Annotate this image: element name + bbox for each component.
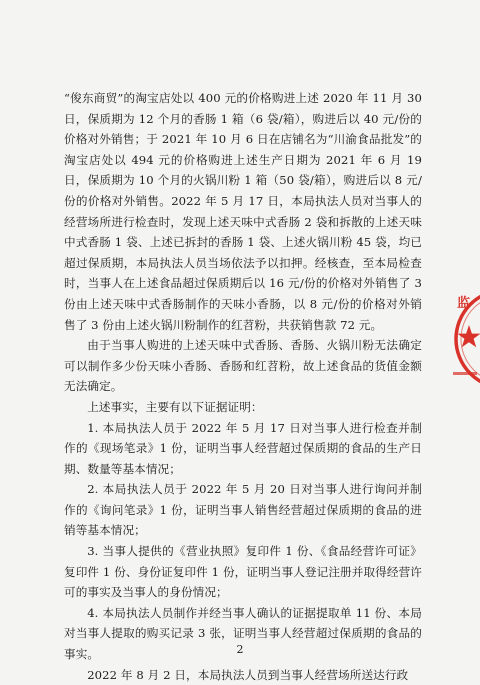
document-body — [64, 88, 422, 685]
page-number: 2 — [236, 643, 244, 656]
paragraph-evidence-2: 2. 本局执法人员于 2022 年 5 月 20 日对当事人进行询问并制作的《询问笔录》1 份，证明当事人销售经营超过保质期的食品的进销等基本情况； — [64, 482, 422, 538]
official-seal-stamp — [449, 288, 480, 390]
paragraph-evidence-1: 1. 本局执法人员于 2022 年 5 月 17 日对当事人进行检查并制作的《现场笔录》1 份，证明当事人经营超过保质期的食品的生产日期、数量等基本情况； — [64, 420, 422, 476]
paragraph-evidence-4: 4. 本局执法人员制作并经当事人确认的证据提取单 11 份、本局对当事人提取的购买记录 3 张，证明当事人经营超过保质期的食品的事实。 — [64, 605, 422, 662]
paragraph-delivery: 2022 年 8 月 2 日，本局执法人员到当事人经营场所送达行政 — [87, 667, 409, 682]
seal-text-fragment — [453, 372, 477, 375]
paragraph-evidence-intro: 上述事实，主要有以下证据证明： — [87, 399, 263, 414]
seal-icon — [449, 288, 480, 390]
paragraph-value-undetermined: 由于当事人购进的上述天味中式香肠、香肠、火锅川粉无法确定可以制作多少份天味小香肠、香肠和红苕粉，故上述食品的货值金额无法确定。 — [64, 338, 422, 394]
paragraph-evidence-3: 3. 当事人提供的《营业执照》复印件 1 份、《食品经营许可证》复印件 1 份、身份证复印件 1 份，证明当事人登记注册并取得经营许可的事实及当事人的身份情况； — [64, 544, 422, 600]
paragraph-purchase-facts: “俊东商贸”的淘宝店处以 400 元的价格购进上述 2020 年 11 月 30 日，保质期为 12 个月的香肠 1 箱（6 袋/箱），购进后以 40 元/份的价格对外销售；于 2021 年 10 月 6 日在店铺名为“川渝食品批发”的淘宝店处以 494 元的价格购进上述生产日期为 2021 年 6 月 19 日，保质期为 10 个月的火锅川粉 1 箱（50 袋/箱），购进后以 8 元/份的价格对外销售。2022 年 5 月 17 日，本局执法人员对当事人的经营场所进行检查时，发现上述天味中式香肠 2 袋和拆散的上述天味中式香肠 1 袋、上述已拆封的香肠 1 袋、上述火锅川粉 45 袋，均已超过保质期，本局执法人员当场依法予以扣押。经核查，至本局检查时，当事人在上述食品超过保质期后以 16 元/份的价格对外销售了 3 份由上述天味中式香肠制作的天味小香肠，以 8 元/份的价格对外销售了 3 份由上述火锅川粉制作的红苕粉，共获销售款 72 元。 — [64, 91, 422, 332]
seal-character: 监 — [457, 296, 471, 311]
